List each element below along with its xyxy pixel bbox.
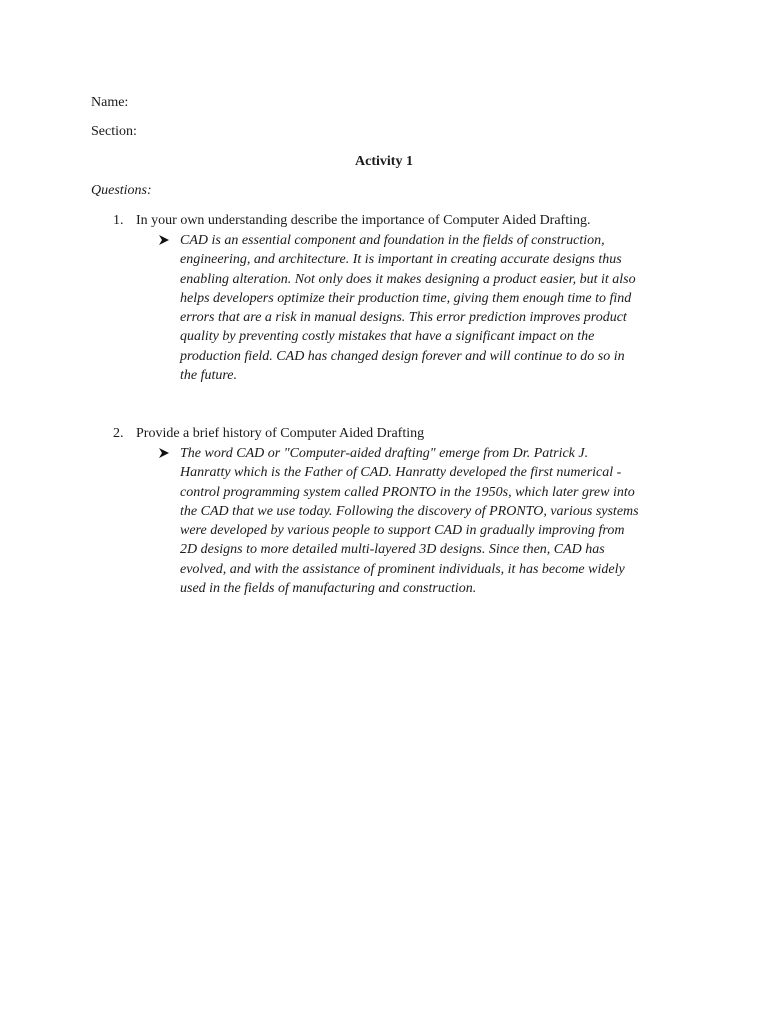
name-label: Name: [91, 95, 129, 110]
document-title-text: Activity 1 [355, 154, 413, 169]
arrowhead-bullet-icon [158, 234, 170, 246]
answer-text: The word CAD or "Computer-aided drafting" emerge from Dr. Patrick J. Hanratty which is the Father of CAD. Hanratty developed the first numerical - control programming system called PRONTO in the 1950s, which later grew into the CAD that we use today. Following the discovery of PRONTO, various systems were developed by various people to support CAD in gradually improving from 2D designs to more detailed multi-layered 3D designs. Since then, CAD has evolved, and with the assistance of prominent individuals, it has become widely used in the fields of manufacturing and construction. [180, 446, 639, 597]
question-number: 1. [113, 213, 124, 228]
arrowhead-bullet-icon [158, 447, 170, 459]
question-number: 2. [113, 426, 124, 441]
questions-heading: Questions: [91, 183, 152, 198]
section-label: Section: [91, 124, 137, 139]
question-text: In your own understanding describe the importance of Computer Aided Drafting. [136, 213, 591, 228]
answer-text: CAD is an essential component and foundation in the fields of construction, engineering, and architecture. It is important in creating accurate designs thus enabling alteration. Not only does it makes designing a product easier, but it also helps developers optimize their production time, giving them enough time to find errors that are a risk in manual designs. This error prediction improves product quality by preventing costly mistakes that have a significant impact on the production field. CAD has changed design forever and will continue to do so in the future. [180, 233, 636, 384]
question-text: Provide a brief history of Computer Aided Drafting [136, 426, 425, 441]
document-title [0, 152, 768, 171]
